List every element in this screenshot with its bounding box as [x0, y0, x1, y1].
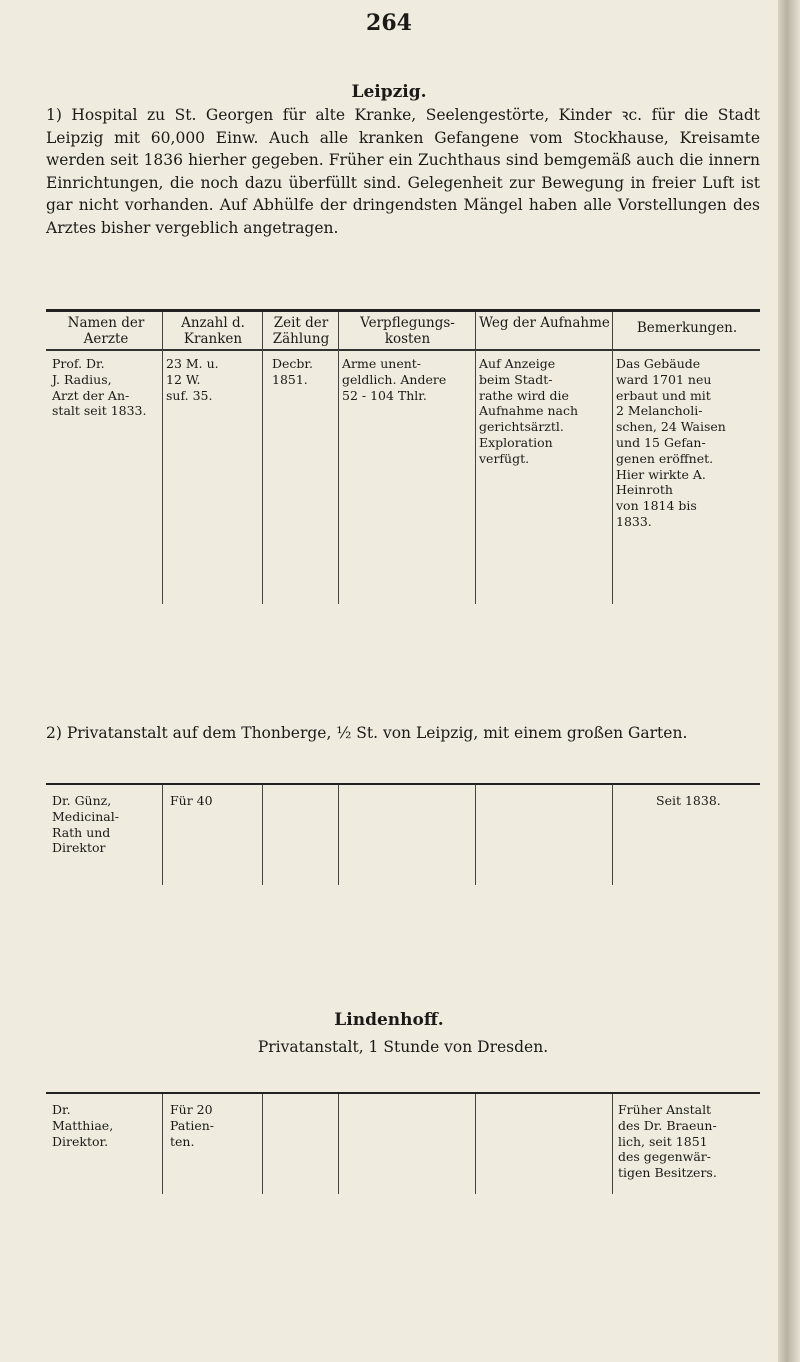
row1-count: 23 M. u. 12 W. suf. 35.	[166, 356, 219, 403]
header-care-costs: Verpflegungs-kosten	[360, 315, 455, 347]
row2-remarks: Seit 1838.	[656, 793, 721, 808]
table2-top-rule	[46, 783, 760, 785]
page-number: 264	[366, 10, 412, 36]
header-patient-count: Anzahl d. Kranken	[181, 315, 245, 347]
header-bottom-rule	[46, 349, 760, 351]
header-names: Namen der Aerzte	[67, 315, 145, 347]
header-admission: Weg der Aufnahme	[479, 315, 610, 331]
row1-remarks: Das Gebäude ward 1701 neu erbaut und mit 2 Melancholi- schen, 24 Waisen und 15 Gefan- genen eröffnet. Hier wirkte A. Heinroth von 1814 bis 1833.	[616, 356, 726, 529]
section-heading-lindenhoff: Lindenhoff.	[334, 1010, 444, 1030]
row1-costs: Arme unent- geldlich. Andere 52 - 104 Thlr.	[342, 356, 447, 403]
row3-remarks: Früher Anstalt des Dr. Braeun- lich, seit 1851 des gegenwär- tigen Besitzers.	[618, 1102, 717, 1181]
row2-name: Dr. Günz, Medicinal- Rath und Direktor	[52, 793, 119, 856]
entry-1-description: 1) Hospital zu St. Georgen für alte Kranke, Seelengestörte, Kinder ꝛc. für die Stadt Leipzig mit 60,000 Einw. Auch alle kranken Gefangene vom Stockhause, Kreisamte werden seit 1836 hierher gegeben. Früher ein Zuchthaus sind bemgemäß auch die innern Einrichtungen, die noch dazu überfüllt sind. Gelegenheit zur Bewegung in freier Luft ist gar nicht vorhanden. Auf Abhülfe der dringendsten Mängel haben alle Vorstellungen des Arztes bisher vergeblich angetragen.	[46, 106, 760, 237]
row3-name: Dr. Matthiae, Direktor.	[52, 1102, 114, 1149]
book-spine-edge	[778, 0, 800, 1362]
table3-top-rule	[46, 1092, 760, 1094]
row1-date: Decbr. 1851.	[272, 356, 313, 387]
header-remarks: Bemerkungen.	[636, 320, 738, 336]
entry-2-description: 2) Privatanstalt auf dem Thonberge, ½ St. von Leipzig, mit einem großen Garten.	[46, 724, 688, 742]
section-heading-leipzig: Leipzig.	[351, 82, 427, 102]
row1-name: Prof. Dr. J. Radius, Arzt der An- stalt seit 1833.	[52, 356, 147, 419]
header-count-date: Zeit der Zählung	[272, 315, 330, 347]
row2-count: Für 40	[170, 793, 213, 808]
table-top-rule	[46, 309, 760, 312]
row1-admission: Auf Anzeige beim Stadt- rathe wird die Aufnahme nach gerichtsärztl. Exploration verfügt.	[479, 356, 579, 466]
entry-3-description: Privatanstalt, 1 Stunde von Dresden.	[257, 1038, 549, 1056]
row3-count: Für 20 Patien- ten.	[170, 1102, 214, 1149]
